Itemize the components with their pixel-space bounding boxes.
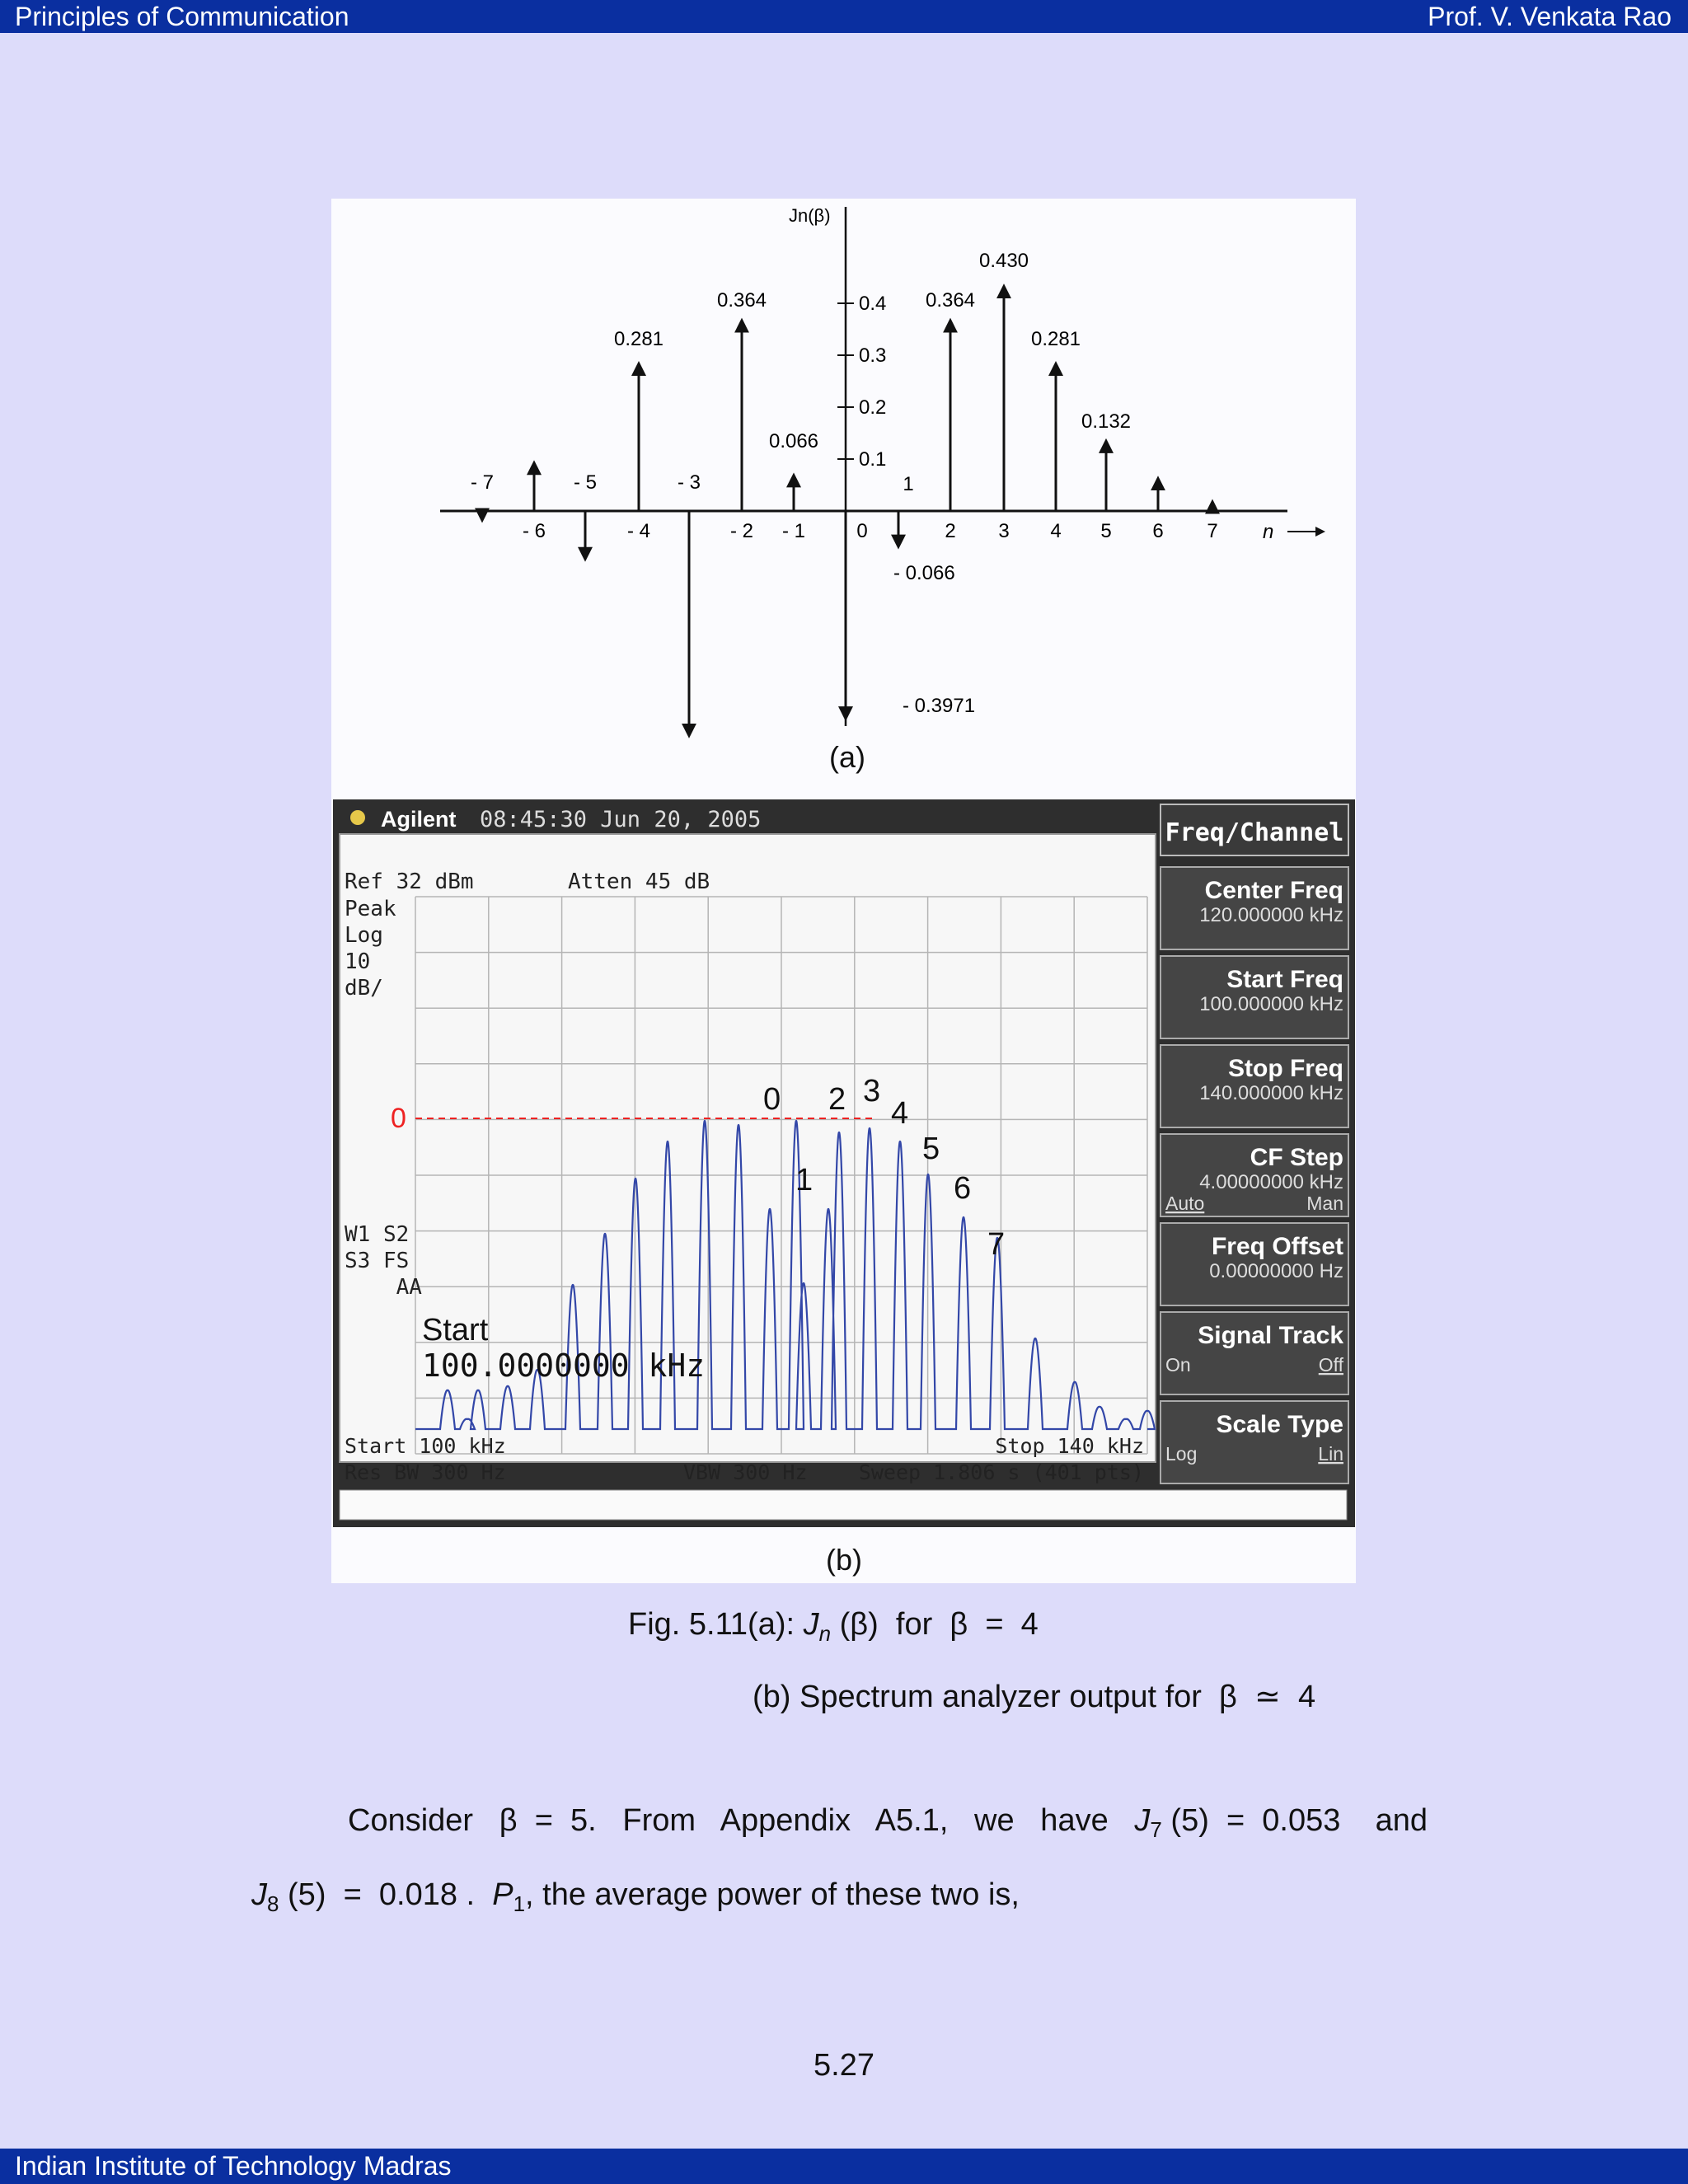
scale-value: 10 <box>345 949 371 974</box>
x-tick-label: 3 <box>998 520 1010 542</box>
caption-b: (b) Spectrum analyzer output for β ≃ 4 <box>753 1680 1316 1714</box>
softkey-value: 4.00000000 kHz <box>1199 1171 1343 1193</box>
value-label: 0.281 <box>1030 328 1081 350</box>
stop-freq-text: Stop 140 kHz <box>995 1434 1144 1458</box>
value-label: 0.364 <box>716 289 767 312</box>
para2-text-b: , the average power of these two is, <box>525 1877 1020 1912</box>
value-label: 0.364 <box>925 289 976 312</box>
softkey-label: CF Step <box>1250 1144 1343 1171</box>
menu-title: Freq/Channel <box>1165 818 1344 847</box>
y-axis-label: Jn(β) <box>789 205 831 226</box>
brand: Agilent <box>381 807 457 832</box>
page-number: 5.27 <box>814 2048 874 2083</box>
caption-a-j: J <box>803 1607 819 1642</box>
value-label: - 0.066 <box>893 562 955 584</box>
scale-unit: dB/ <box>345 976 383 1001</box>
analyzer-display <box>333 799 1355 1527</box>
datetime: 08:45:30 Jun 20, 2005 <box>480 807 762 832</box>
softkey-value: 140.000000 kHz <box>1199 1082 1343 1104</box>
softkey-option-a: Auto <box>1165 1193 1205 1214</box>
value-label: 0.132 <box>1081 410 1132 433</box>
footer-institution: Indian Institute of Technology Madras <box>15 2151 452 2181</box>
para1-text-b: (5) = 0.053 and <box>1161 1803 1428 1838</box>
softkey-option-b: Lin <box>1318 1443 1343 1465</box>
vbw: VBW 300 Hz <box>683 1460 808 1484</box>
sweep-info: Sweep 1.806 s (401 pts) <box>858 1460 1144 1484</box>
para2-sub: 8 <box>267 1891 279 1916</box>
trace-info-1: W1 S2 <box>345 1222 410 1247</box>
softkey-option-a: On <box>1165 1354 1191 1376</box>
page-footer <box>0 2149 1688 2184</box>
spectrum-analyzer-screen <box>333 799 1355 1527</box>
para2-p: P <box>492 1877 513 1912</box>
para1-j: J <box>1134 1803 1151 1838</box>
softkey-option-a: Log <box>1165 1443 1198 1465</box>
peak-label-6: 6 <box>954 1171 972 1206</box>
attenuation: Atten 45 dB <box>568 869 710 894</box>
softkey-value: 120.000000 kHz <box>1199 904 1343 926</box>
x-tick-label: - 2 <box>729 520 754 542</box>
softkey-label: Signal Track <box>1198 1322 1343 1349</box>
softkey-value: 0.00000000 Hz <box>1209 1260 1343 1282</box>
detector: Peak <box>345 897 396 921</box>
para2-j: J <box>251 1877 267 1912</box>
x-tick-label: - 7 <box>470 471 495 494</box>
x-tick-label: - 3 <box>677 471 701 494</box>
start-overlay-value: 100.0000000 kHz <box>422 1347 706 1384</box>
x-tick-label: 5 <box>1100 520 1112 542</box>
figure-a-label: (a) <box>829 740 865 774</box>
x-tick-label: - 4 <box>626 520 651 542</box>
x-tick-label: 0 <box>856 520 868 542</box>
para1-text-a: Consider β = 5. From Appendix A5.1, we have <box>348 1803 1135 1838</box>
x-tick-label: - 6 <box>522 520 546 542</box>
softkey-label: Start Freq <box>1226 966 1343 993</box>
caption-a-prefix: Fig. 5.11(a): <box>628 1607 804 1642</box>
peak-label-7: 7 <box>987 1227 1006 1262</box>
scale-mode: Log <box>345 923 383 948</box>
page-header <box>0 0 1688 33</box>
agilent-logo-icon <box>350 810 365 825</box>
start-freq-text: Start 100 kHz <box>345 1434 506 1458</box>
para2-psub: 1 <box>513 1891 526 1916</box>
softkey-label: Stop Freq <box>1228 1055 1343 1082</box>
header-title: Principles of Communication <box>15 2 349 31</box>
res-bw: Res BW 300 Hz <box>345 1460 506 1484</box>
peak-label-3: 3 <box>863 1074 881 1108</box>
softkey-label: Freq Offset <box>1211 1233 1343 1260</box>
softkey-label: Center Freq <box>1204 877 1343 904</box>
x-tick-label: 7 <box>1207 520 1218 542</box>
trace-info-2: S3 FS <box>345 1249 410 1273</box>
peak-label-5: 5 <box>922 1132 940 1166</box>
softkey-option-b: Man <box>1306 1193 1343 1214</box>
peak-label-2: 2 <box>828 1082 846 1117</box>
caption-a <box>628 1607 1039 1647</box>
value-label: 0.066 <box>768 430 819 452</box>
y-tick-label: 0.1 <box>859 448 887 471</box>
header-author: Prof. V. Venkata Rao <box>1428 2 1672 31</box>
bessel-stem-plot <box>331 199 1356 767</box>
figure-b-label: (b) <box>826 1543 862 1577</box>
peak-label-4: 4 <box>891 1096 909 1131</box>
para2-text-a: (5) = 0.018 . <box>279 1877 493 1912</box>
x-tick-label: 4 <box>1050 520 1062 542</box>
x-tick-label: - 1 <box>781 520 806 542</box>
y-tick-label: 0.2 <box>859 396 887 419</box>
start-overlay-label: Start <box>422 1313 489 1347</box>
x-tick-label: 2 <box>945 520 956 542</box>
peak-label-0: 0 <box>763 1082 781 1117</box>
caption-a-n: n <box>818 1621 832 1646</box>
y-tick-label: 0.3 <box>859 344 887 367</box>
paragraph-line-1 <box>348 1803 1428 1843</box>
zero-ref-label: 0 <box>391 1103 406 1134</box>
peak-label-1: 1 <box>795 1163 814 1197</box>
y-tick-label: 0.4 <box>859 293 887 315</box>
x-axis-label: n <box>1263 521 1274 543</box>
ref-level: Ref 32 dBm <box>345 869 474 894</box>
para1-sub: 7 <box>1150 1817 1162 1842</box>
x-tick-label: 6 <box>1152 520 1164 542</box>
value-label: 0.281 <box>613 328 664 350</box>
value-label: 0.430 <box>978 250 1029 272</box>
x-tick-label: 1 <box>903 473 914 495</box>
paragraph-line-2 <box>251 1877 1020 1917</box>
value-label: - 0.3971 <box>903 695 976 717</box>
caption-a-rest: (β) for β = 4 <box>831 1607 1039 1642</box>
softkey-option-b: Off <box>1318 1354 1343 1376</box>
trace-info-3: AA <box>345 1275 422 1300</box>
x-tick-label: - 5 <box>573 471 598 494</box>
softkey-label: Scale Type <box>1216 1411 1343 1438</box>
softkey-value: 100.000000 kHz <box>1199 993 1343 1015</box>
